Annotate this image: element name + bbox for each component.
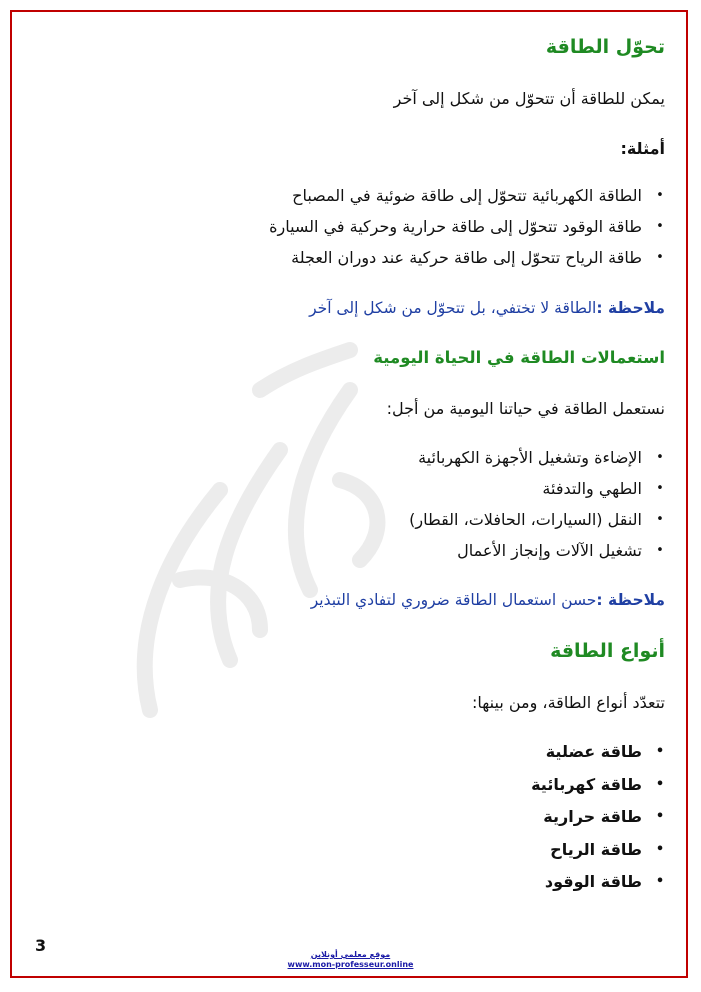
footer-site-url-link[interactable]: www.mon-professeur.online xyxy=(287,960,414,969)
list-item: • طاقة الوقود تتحوّل إلى طاقة حرارية وحركية في السيارة xyxy=(269,211,665,242)
bullet-icon: • xyxy=(656,512,664,527)
examples-list xyxy=(269,180,665,273)
uses-list xyxy=(409,442,665,566)
bullet-icon: • xyxy=(655,776,665,792)
page-number: 3 xyxy=(35,936,47,955)
bullet-icon: • xyxy=(656,219,664,234)
note-label: ملاحظة : xyxy=(596,591,665,609)
list-item: • طاقة الرياح تتحوّل إلى طاقة حركية عند دوران العجلة xyxy=(269,242,665,273)
bullet-icon: • xyxy=(656,250,664,265)
bullet-icon: • xyxy=(655,841,665,857)
footer xyxy=(0,950,701,970)
section-title-energy-conversion: تحوّل الطاقة xyxy=(545,36,665,58)
section-title-daily-uses: استعمالات الطاقة في الحياة اليومية xyxy=(373,348,665,367)
bullet-icon: • xyxy=(656,481,664,496)
footer-site-name-link[interactable]: موقع معلمي أونلاين xyxy=(310,950,391,959)
list-item: • الإضاءة وتشغيل الأجهزة الكهربائية xyxy=(409,442,665,473)
note-energy-saving xyxy=(311,591,665,609)
list-item: • الطهي والتدفئة xyxy=(409,473,665,504)
list-item: • النقل (السيارات، الحافلات، القطار) xyxy=(409,504,665,535)
bullet-icon: • xyxy=(655,744,665,759)
list-item: • طاقة كهربائية xyxy=(531,769,665,802)
list-item: • الطاقة الكهربائية تتحوّل إلى طاقة ضوئية في المصباح xyxy=(269,180,665,211)
list-item: • طاقة عضلية xyxy=(531,736,665,769)
list-item: • تشغيل الآلات وإنجاز الأعمال xyxy=(409,535,665,566)
note-energy-conservation xyxy=(309,299,665,317)
note-label: ملاحظة : xyxy=(596,299,665,317)
energy-conversion-intro: يمكن للطاقة أن تتحوّل من شكل إلى آخر xyxy=(393,89,665,108)
bullet-icon: • xyxy=(656,450,664,465)
bullet-icon: • xyxy=(655,809,665,824)
energy-types-list xyxy=(531,736,665,899)
daily-uses-intro: نستعمل الطاقة في حياتنا اليومية من أجل: xyxy=(386,399,665,418)
note-text: الطاقة لا تختفي، بل تتحوّل من شكل إلى آخر xyxy=(309,299,597,317)
examples-label: أمثلة: xyxy=(620,139,665,158)
section-title-energy-types: أنواع الطاقة xyxy=(550,640,665,662)
note-text: حسن استعمال الطاقة ضروري لتفادي التبذير xyxy=(310,591,597,609)
energy-types-intro: تتعدّد أنواع الطاقة، ومن بينها: xyxy=(472,693,665,712)
bullet-icon: • xyxy=(655,874,665,889)
list-item: • طاقة الوقود xyxy=(531,866,665,899)
list-item: • طاقة حرارية xyxy=(531,801,665,834)
list-item: • طاقة الرياح xyxy=(531,834,665,867)
bullet-icon: • xyxy=(656,188,664,203)
bullet-icon: • xyxy=(656,543,664,558)
